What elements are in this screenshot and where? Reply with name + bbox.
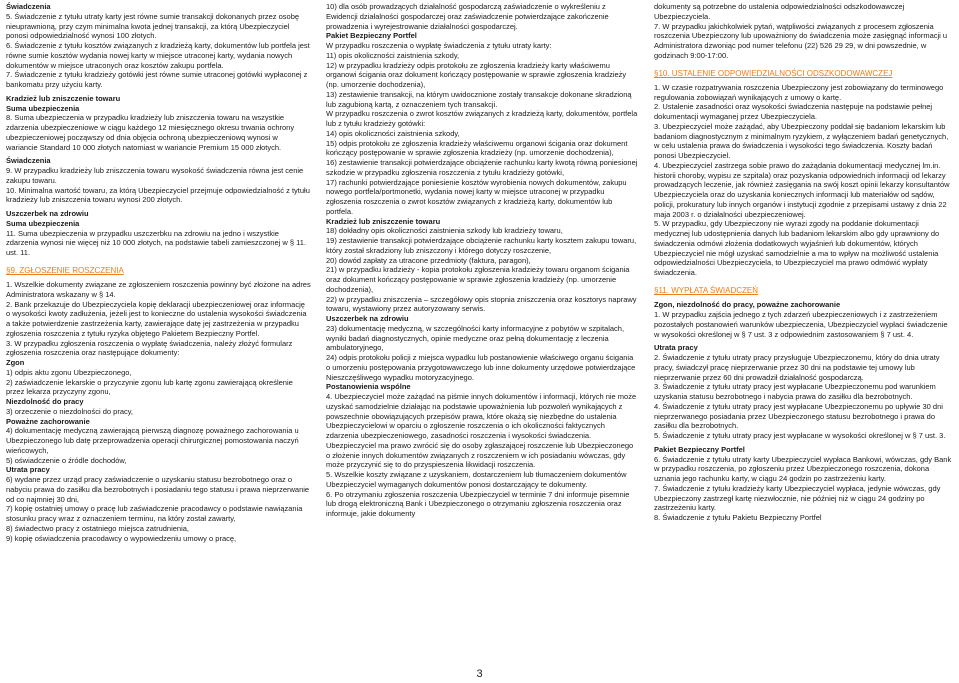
paragraph: 8. Świadczenie z tytułu Pakietu Bezpieczny Portfel xyxy=(654,513,822,523)
paragraph: 7. Świadczenie z tytułu kradzieży karty Ubezpieczyciel wypłaca, jedynie wówczas, gdy Ubezpieczony zastrzegł kartę niezwłocznie, nie później niż w ciągu 24 godziny po zastrzeżeniu karty. xyxy=(654,483,941,513)
paragraph: 6. Świadczenie z tytułu kosztów związanych z kradzieżą karty, dokumentów lub portfela jest równe sumie kosztów wydania nowej karty w miejsce utraconej karty, wydania nowych dokumentów w miejsce utraconych oraz kosztów zakupu portfela. xyxy=(6,41,310,70)
list-item: 11) opis okoliczności zaistnienia szkody, xyxy=(326,50,460,60)
paragraph: 1. W przypadku zajścia jednego z tych zdarzeń ubezpieczeniowych i z zastrzeżeniem pozostałych postanowień warunków ubezpieczenia, Ubezpieczyciel wypłaci świadczenie w wysokości określonej w § 7 ust. 3 z odpowiednim zastosowaniem § 7 ust. 4. xyxy=(654,310,948,339)
list-item: 24) odpis protokołu policji z miejsca wypadku lub postanowienie właściwego organu ścigania o umorzeniu postępowania przygotowawczego lub inne dokumenty urzędowe potwierdzające Nieszczęśliwego wypadku motoryzacyjnego. xyxy=(326,353,636,382)
heading-suma-ubezpieczenia: Suma ubezpieczenia xyxy=(6,218,80,228)
list-item: 23) dokumentację medyczną, w szczególności karty informacyjne z pobytów w szpitalach, wyniki badań diagnostycznych, opinie medyczne oraz pełną dokumentację z leczenia ambulatoryjnego, xyxy=(326,323,625,353)
paragraph: 5. Wszelkie koszty związane z uzyskaniem, dostarczeniem lub tłumaczeniem dokumentów Ubezpieczyciel wymaganych dokumentów ponosi dostarczający te dokumenty. xyxy=(326,470,627,489)
heading-swiadczenia: Świadczenia xyxy=(6,156,51,166)
list-item: 3) orzeczenie o niezdolności do pracy, xyxy=(6,406,134,416)
paragraph: 9. W przypadku kradzieży lub zniszczenia towaru wysokość świadczenia równa jest cenie zakupu towaru. xyxy=(6,166,304,185)
list-item: 13) zestawienie transakcji, na którym uwidocznione zostały transakcje dokonane skradzioną lub zagubioną kartą, z oznaczeniem tych transakcji. xyxy=(326,89,632,109)
paragraph: W przypadku roszczenia o wypłatę świadczenia z tytułu utraty karty: xyxy=(326,41,552,50)
heading-utrata-pracy: Utrata pracy xyxy=(654,343,698,353)
paragraph: 6. Po otrzymaniu zgłoszenia roszczenia Ubezpieczyciel w terminie 7 dni informuje pisemnie lub drogą elektroniczną Bank i Ubezpieczonego o otrzymaniu zgłoszenia roszczenia oraz informuje, jakie dokumenty xyxy=(326,489,630,518)
paragraph: 11. Suma ubezpieczenia w przypadku uszczerbku na zdrowiu na jedno i wszystkie zdarzenia wynosi nie więcej niż 10 000 złotych, na podstawie tabeli zamieszczonej w § 11. ust. 11. xyxy=(6,228,307,257)
paragraph: W przypadku roszczenia o zwrot kosztów związanych z kradzieżą karty, dokumentów, portfela lub z tytułu kradzieży gotówki: xyxy=(326,109,638,128)
list-item: 17) rachunki potwierdzające poniesienie kosztów wyrobienia nowych dokumentów, zakupu nowego portfela/portmonetki, wydania nowej karty w miejsce utraconej w przypadku zgłoszenia roszczenia o zwrot kosztów związanych z kradzieżą karty, dokumentów lub portfela. xyxy=(326,177,627,216)
page-number: 3 xyxy=(476,667,483,680)
heading-uszczerbek: Uszczerbek na zdrowiu xyxy=(6,209,89,218)
list-item: 8) świadectwo pracy z ostatniego miejsca zatrudnienia, xyxy=(6,523,190,533)
column-right xyxy=(654,2,954,663)
heading-uszczerbek: Uszczerbek na zdrowiu xyxy=(326,314,409,323)
paragraph: 8. Suma ubezpieczenia w przypadku kradzieży lub zniszczenia towaru na wszystkie zdarzenia ubezpieczeniowe w ciągu każdego 12 miesięcznego okresu trwania ochrony ubezpieczeniowej począwszy od dnia objęcia ochroną ubezpieczeniowq wynosi w wariancie Standard 10 000 złotych natomiast w wariancie Premium 15 000 złotych. xyxy=(6,113,295,152)
list-item: 2) zaświadczenie lekarskie o przyczynie zgonu lub kartę zgonu zawierającą określenie przez lekarza przyczyny zgonu, xyxy=(6,377,293,397)
heading-zgon-niezdolnosc: Zgon, niezdolność do pracy, poważne zachorowanie xyxy=(654,300,841,310)
paragraph: 4. Świadczenie z tytułu utraty pracy jest wypłacane Ubezpieczonemu po upływie 30 dni nieprzerwanego posiadania przez Ubezpieczonego statusu bezrobotnego i prawa do zasiłku dla bezrobotnych. xyxy=(654,401,943,431)
paragraph: 7. W przypadku jakichkolwiek pytań, wątpliwości związanych z procesem zgłoszenia roszczenia Ubezpieczony lub upoważniony do świadczenia może zasięgnąć informacji u Administratora dzwoniąc pod numer telefonu (22) 526 29 29, w dni powszednie, w godzinach 9:00-17:00. xyxy=(654,21,948,60)
section-heading-9: §9. ZGŁOSZENIE ROSZCZENIA xyxy=(6,265,124,275)
paragraph: 2. Bank przekazuje do Ubezpieczyciela kopię deklaracji ubezpieczeniowej oraz informację o wysokości kwoty zadłużenia, jeżeli jest to konieczne do ustalenia wysokości świadczenia a także potwierdzenie zastrzeżenia karty, zawierające datę jej zastrzeżenia w przypadku zgłoszenia roszczenia z tytułu ryzyka objętego Pakietem Bezpieczny Portfel. xyxy=(6,299,307,338)
column-left xyxy=(6,2,311,663)
column-middle xyxy=(326,2,638,663)
list-item: 7) kopię ostatniej umowy o pracę lub zaświadczenie pracodawcy o podstawie nawiązania stosunku pracy wraz z oznaczeniem terminu, na który został zawarty, xyxy=(6,504,303,524)
heading-pakiet-bezpieczny-portfel: Pakiet Bezpieczny Portfel xyxy=(326,31,417,41)
heading-postanowienia-wspolne: Postanowienia wspólne xyxy=(326,382,411,392)
list-item: 4) dokumentację medyczną zawierającą pierwszą diagnozę poważnego zachorowania u Ubezpieczonego lub datę przeprowadzenia operacji chirurgicznej pomostowania naczyń wieńcowych, xyxy=(6,426,299,455)
list-item: 5) oświadczenie o źródle dochodów, xyxy=(6,455,127,465)
paragraph: 1. Wszelkie dokumenty związane ze zgłoszeniem roszczenia powinny być złożone na adres Administratora wskazany w § 14. xyxy=(6,280,311,299)
paragraph: 2. Ustalenie zasadności oraz wysokości świadczenia następuje na podstawie pełnej dokumentacji wymaganej przez Ubezpieczyciela. xyxy=(654,102,933,122)
section-heading-11: §11. WYPŁATA ŚWIADCZEŃ xyxy=(654,285,759,295)
list-item: 19) zestawienie transakcji potwierdzające obciążenie rachunku karty kosztem zakupu towaru, który został skradziony lub zniszczony i którego dotyczy roszczenie, xyxy=(326,236,637,255)
heading-swiadczenia: Świadczenia xyxy=(6,2,51,11)
list-item: 16) zestawienie transakcji potwierdzające obciążenie rachunku karty kwotą równą poniesionej szkodzie w przypadku zgłoszenia roszczenia z tytułu kradzieży gotówki, xyxy=(326,158,638,177)
list-item: 14) opis okoliczności zaistnienia szkody, xyxy=(326,128,460,138)
list-item: 18) dokładny opis okoliczności zaistnienia szkody lub kradzieży towaru, xyxy=(326,226,563,236)
list-item: 20) dowód zapłaty za utracone przedmioty (faktura, paragon), xyxy=(326,255,531,265)
list-item: 6) wydane przez urząd pracy zaświadczenie o uzyskaniu statusu bezrobotnego oraz o nabyciu prawa do zasiłku dla bezrobotnych i posiadaniu tego statusu i prawa nieprzerwanie od co najmniej 30 dni, xyxy=(6,475,310,504)
heading-niezdolnosc: Niezdolność do pracy xyxy=(6,397,84,407)
section-heading-10: §10. USTALENIE ODPOWIEDZIALNOŚCI ODSZKODOWAWCZEJ xyxy=(654,68,893,78)
paragraph: dokumenty są potrzebne do ustalenia odpowiedzialności odszkodowawczej Ubezpieczyciela. xyxy=(654,2,905,21)
paragraph: 3. W przypadku zgłoszenia roszczenia o wypłatę świadczenia, należy złożyć formularz zgłoszenia roszczenia oraz następujące dokumenty: xyxy=(6,338,293,358)
list-item: 9) kopię oświadczenia pracodawcy o wypowiedzeniu umowy o pracę, xyxy=(6,533,237,543)
heading-kradziez-towaru: Kradzież lub zniszczenie towaru xyxy=(326,216,441,226)
list-item: 12) w przypadku kradzieży odpis protokołu ze zgłoszenia kradzieży karty właściwemu organowi ścigania oraz dokument kończący postępowanie w sprawie zgłoszenia kradzieży (np. umorzenie dochodzenia), xyxy=(326,60,627,89)
paragraph: 4. Ubezpieczyciel może zażądać na piśmie innych dokumentów i informacji, których nie może uzyskać samodzielnie działając na podstawie upoważnienia lub pozwoleń wynikających z powszechnie obowiązujących przepisów prawa, które okażą się niezbędne do ustalenia Ubezpieczycielowi w oparciu o zgłoszenie roszczenia o ich okoliczności faktycznych zdarzenia ubezpieczeniowego, zasadności roszczenia i wysokości świadczenia. Ubezpieczyciel ma prawo zwrócić się do osoby zgłaszającej roszczenie lub Ubezpieczonego o złożenie innych dokumentów związanych z roszczeniem w ich posiadaniu wówczas, gdy może przyczynić się to do przyspieszenia likwidacji roszczenia. xyxy=(326,392,637,470)
paragraph: 3. Ubezpieczyciel może zażądać, aby Ubezpieczony poddał się badaniom lekarskim lub badaniom diagnostycznym z minimalnym ryzykiem, z wyłączeniem badań genetycznych, w celu ustalenia prawa do świadczenia i wysokości tego świadczenia. Koszty badań ponosi Ubezpieczyciel. xyxy=(654,121,949,161)
heading-utrata-pracy: Utrata pracy xyxy=(6,465,50,475)
paragraph: 1. W czasie rozpatrywania roszczenia Ubezpieczony jest zobowiązany do terminowego regulowania zobowiązań wynikających z umowy o kartę. xyxy=(654,82,944,102)
paragraph: 5. Świadczenie z tytułu utraty pracy jest wypłacane w wysokości określonej w § 7 ust. 3. xyxy=(654,431,946,441)
paragraph: 5. W przypadku, gdy Ubezpieczony nie wyrazi zgody na poddanie dokumentacji medycznej lub udostępnienia danych lub badaniom lekarskim albo gdy uprawniony do świadczenia odmówi złożenia dodatkowych wyjaśnień lub dokumentów, których Ubezpieczyciel nie mógł uzyskać samodzielnie a ma to wpływ na możliwość ustalenia odpowiedzialności Ubezpieczyciela, to Ubezpieczyciel ma prawo odmówić wypłaty świadczenia. xyxy=(654,219,940,278)
paragraph: 3. Świadczenie z tytułu utraty pracy jest wypłacane Ubezpieczonemu pod warunkiem uzyskania statusu bezrobotnego i nabycia prawa do zasiłku dla bezrobotnych. xyxy=(654,382,936,402)
list-item: 15) odpis protokołu ze zgłoszenia kradzieży właściwemu organowi ścigania oraz dokument kończący postępowanie w sprawie zgłoszenia kradzieży (np. umorzenie dochodzenia), xyxy=(326,138,628,158)
paragraph: 6. Świadczenie z tytułu utraty karty Ubezpieczyciel wypłaca Bankowi, wówczas, gdy Bank w przypadku roszczenia, po zgłoszeniu przez Ubezpieczonego roszczenia, dokona uznania jego rachunku karty, w ciągu 24 godzin po zastrzeżeniu karty. xyxy=(654,454,952,484)
list-item: 1) odpis aktu zgonu Ubezpieczonego, xyxy=(6,367,132,377)
heading-kradziez-towaru: Kradzież lub zniszczenie towaru xyxy=(6,93,121,103)
heading-powazne-zachorowanie: Poważne zachorowanie xyxy=(6,416,90,426)
heading-pakiet-bezpieczny-portfel: Pakiet Bezpieczny Portfel xyxy=(654,444,745,454)
paragraph: 5. Świadczenie z tytułu utraty karty jest równe sumie transakcji dokonanych przez osobę nieuprawnioną, przy czym minimalna kwota jednej transakcji, za którą Ubezpieczyciel ponosi odpowiedzialność wynosi 100 złotych. xyxy=(6,11,300,41)
heading-zgon: Zgon xyxy=(6,358,25,368)
paragraph: 4. Ubezpieczyciel zastrzega sobie prawo do zażądania dokumentacji medycznej lm.in. historii choroby, wypisu ze szpitala) oraz pozyskania odpowiednich informacji od lekarzy prowadzących leczenie, jak również zasięgania na swój koszt opinii lekarzy konsultantów Ubezpieczyciela oraz do uzyskania koniecznych informacji lub materiałów od sądów, policji, prokuratury lub innych organów i instytucji zgodnie z przepisami ustawy z dnia 22 maja 2003 r. o działalności ubezpieczeniowej. xyxy=(654,160,950,219)
paragraph: 2. Świadczenie z tytułu utraty pracy przysługuje Ubezpieczonemu, który do dnia utraty pracy, świadczył pracę nieprzerwanie przez 30 dni na podstawie tej umowy lub nieprzerwanie przez 60 dni prowadził działalność gospodarczą. xyxy=(654,353,940,382)
list-item: 21) w przypadku kradzieży - kopia protokołu zgłoszenia kradzieży towaru organom ścigania oraz dokument kończący postępowanie w sprawie zgłoszenia kradzieży (np. umorzenie dochodzenia), xyxy=(326,265,630,294)
paragraph: 10. Minimalna wartość towaru, za którą Ubezpieczyciel przejmuje odpowiedzialność z tytułu kradzieży lub zniszczenia towaru wynosi 200 złotych. xyxy=(6,185,310,205)
list-item: 22) w przypadku zniszczenia – szczegółowy opis stopnia zniszczenia oraz kosztorys naprawy towaru, wystawiony przez autoryzowany serwis. xyxy=(326,294,637,314)
paragraph: 7. Świadczenie z tytułu kradzieży gotówki jest równe sumie utraconej gotówki wypłaconej z bankomatu przy użyciu karty. xyxy=(6,70,308,89)
list-item: 10) dla osób prowadzących działalność gospodarczą zaświadczenie o wykreśleniu z Ewidencji działalności gospodarczej oraz zaświadczenie potwierdzające zakończenie prowadzenia i wyrejestrowanie działalności gospodarczej. xyxy=(326,2,609,31)
heading-suma-ubezpieczenia: Suma ubezpieczenia xyxy=(6,103,80,113)
